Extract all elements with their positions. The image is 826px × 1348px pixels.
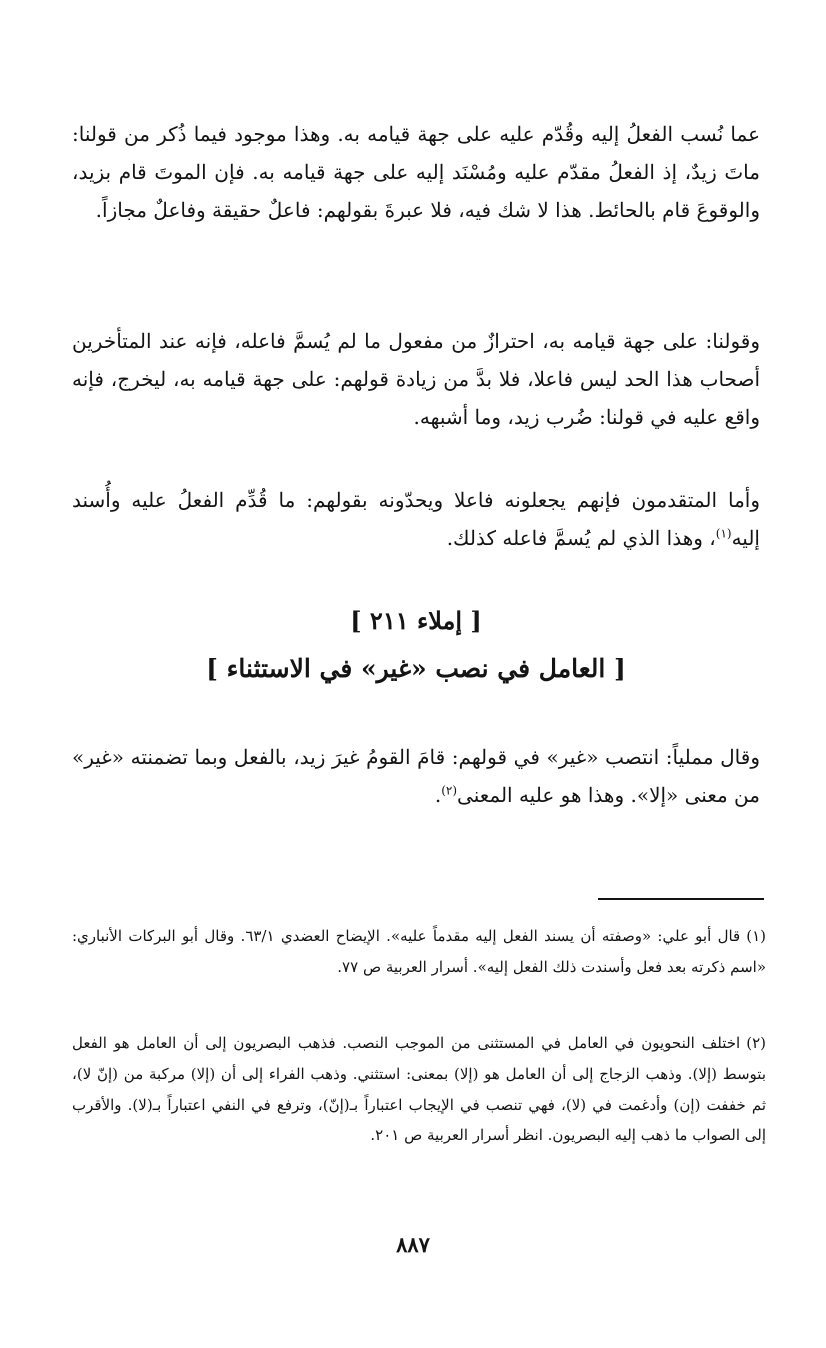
page-number: ٨٨٧ xyxy=(396,1232,430,1257)
footnote-1-number: (١) xyxy=(746,927,766,945)
paragraph-3-text: وأما المتقدمون فإنهم يجعلونه فاعلا ويحدّونه بقولهم: ما قُدِّم الفعلُ عليه وأُسند إليه xyxy=(72,488,760,550)
paragraph-4 xyxy=(72,738,760,814)
paragraph-4-tail: . xyxy=(434,783,442,807)
footnote-2-number: (٢) xyxy=(746,1034,766,1052)
footnote-2-text: اختلف النحويون في العامل في المستثنى من الموجب النصب. فذهب البصريون إلى أن العامل هو الفعل بتوسط (إلا). وذهب الزجاج إلى أن العامل هو (إلا) بمعنى: استثني. وذهب الفراء إلى أن (إلا) مركبة من (إنّ لا)، ثم خففت (إن) وأدغمت في (لا)، فهي تنصب في الإيجاب اعتباراً بـ(إنّ)، وترفع في النفي اعتباراً بـ(لا). والأقرب إلى الصواب ما ذهب إليه البصريون. انظر أسرار العربية ص ٢٠١. xyxy=(72,1034,766,1145)
footnote-1 xyxy=(72,921,766,983)
paragraph-2: وقولنا: على جهة قيامه به، احترازٌ من مفعول ما لم يُسمَّ فاعله، فإنه عند المتأخرين أصحاب هذا الحد ليس فاعلا، فلا بدَّ من زيادة قولهم: على جهة قيامه به، ليخرج، فإنه واقع عليه في قولنا: ضُرب زيد، وما أشبهه. xyxy=(72,329,760,429)
footnote-2 xyxy=(72,1028,766,1151)
footnote-1-text: قال أبو علي: «وصفته أن يسند الفعل إليه مقدماً عليه». الإيضاح العضدي ٦٣/١. وقال أبو البركات الأنباري: «اسم ذكرته بعد فعل وأسندت ذلك الفعل إليه». أسرار العربية ص ٧٧. xyxy=(72,927,766,976)
paragraph-3 xyxy=(72,481,760,557)
paragraph-4-text: وقال مملياً: انتصب «غير» في قولهم: قامَ القومُ غيرَ زيد، بالفعل وبما تضمنته «غير» من معنى «إلا». وهذا هو عليه المعنى xyxy=(72,745,760,807)
footnote-ref-1[interactable]: (١) xyxy=(715,526,732,541)
footnote-ref-2[interactable]: (٢) xyxy=(441,783,458,798)
footnote-separator xyxy=(598,898,764,900)
paragraph-3-tail: ، وهذا الذي لم يُسمَّ فاعله كذلك. xyxy=(446,526,716,550)
paragraph-1: عما نُسب الفعلُ إليه وقُدّم عليه على جهة قيامه به. وهذا موجود فيما ذُكر من قولنا: ماتَ زيدٌ، إذ الفعلُ مقدّم عليه ومُسْنَد إليه على جهة قيامه به. فإن الموتَ قام بزيد، والوقوعَ قام بالحائط. هذا لا شك فيه، فلا عبرةَ بقولهم: فاعلٌ حقيقة وفاعلٌ مجازاً. xyxy=(72,122,761,222)
section-subtitle: [ العامل في نصب «غير» في الاستثناء ] xyxy=(206,654,626,683)
section-title: [ إملاء ٢١١ ] xyxy=(350,606,482,635)
